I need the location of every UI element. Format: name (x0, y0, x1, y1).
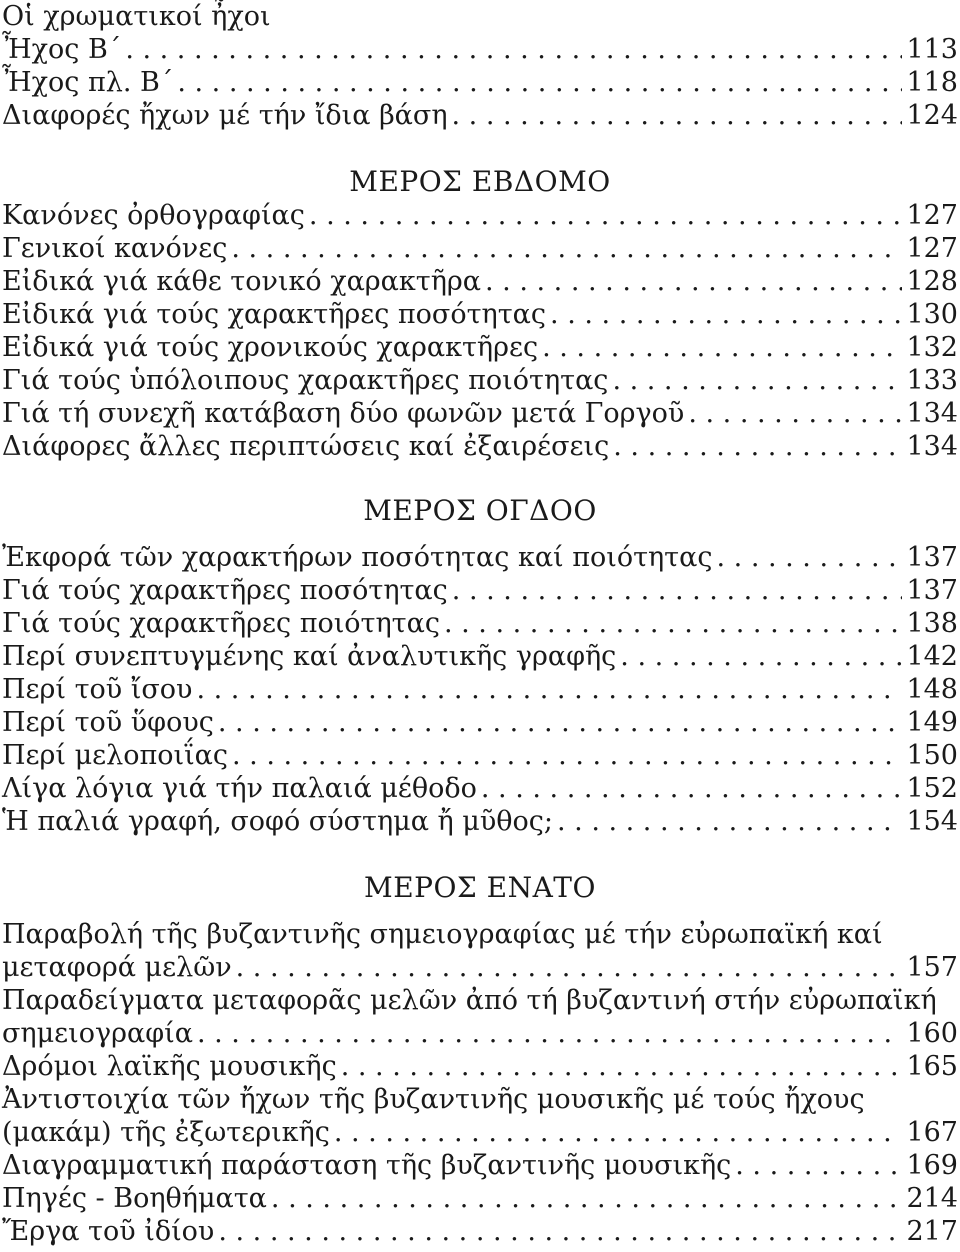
toc-entry[interactable] (2, 232, 958, 265)
toc-entry[interactable] (2, 574, 958, 607)
dot-leader (542, 331, 902, 364)
toc-entry-title: Γενικοί κανόνες (2, 233, 228, 264)
toc-page-number: 165 (906, 1051, 958, 1082)
toc-page-number: 149 (906, 707, 958, 738)
toc-entry[interactable] (2, 673, 958, 706)
toc-entry-title: σημειογραφία (2, 1018, 193, 1049)
dot-leader (735, 1149, 902, 1182)
toc-entry[interactable] (2, 298, 958, 331)
toc-entry[interactable] (2, 430, 958, 463)
section-heading: ΜΕΡΟΣ ΟΓΔΟΟ (363, 494, 597, 527)
dot-leader (620, 640, 902, 673)
toc-entry[interactable] (2, 66, 958, 99)
toc-page-number: 137 (906, 542, 958, 573)
dot-leader (485, 265, 902, 298)
toc-entry[interactable] (2, 1149, 958, 1182)
toc-entry[interactable] (2, 1116, 958, 1149)
toc-entry-title: μεταφορά μελῶν (2, 952, 232, 983)
toc-entry-title: Γιά τούς χαρακτῆρες ποιότητας (2, 608, 440, 639)
toc-entry-title: Περί τοῦ ὕφους (2, 707, 214, 738)
toc-entry[interactable] (2, 739, 958, 772)
toc-entry[interactable] (2, 541, 958, 574)
dot-leader (218, 1215, 902, 1248)
dot-leader (218, 706, 902, 739)
dot-leader (550, 298, 902, 331)
toc-entry-title: Εἰδικά γιά τούς χαρακτῆρες ποσότητας (2, 299, 547, 330)
toc-page-number: 169 (906, 1150, 958, 1181)
toc-entry[interactable] (2, 33, 958, 66)
dot-leader (334, 1116, 902, 1149)
toc-page-number: 128 (906, 266, 958, 297)
toc-page-number: 217 (906, 1216, 958, 1247)
toc-entry[interactable] (2, 1017, 958, 1050)
toc-entry-title: Ἐκφορά τῶν χαρακτήρων ποσότητας καί ποιότητας (2, 542, 713, 573)
toc-entry[interactable] (2, 706, 958, 739)
dot-leader (231, 232, 902, 265)
toc-entry-title: Διαφορές ἤχων μέ τήν ἴδια βάση (2, 100, 448, 131)
dot-leader (271, 1182, 902, 1215)
toc-page-number: 132 (906, 332, 958, 363)
toc-entry-title: Διάφορες ἄλλες περιπτώσεις καί ἐξαιρέσεις (2, 431, 610, 462)
toc-entry[interactable] (2, 397, 958, 430)
toc-entry[interactable] (2, 640, 958, 673)
toc-entry[interactable] (2, 1050, 958, 1083)
toc-entry-title: Περί μελοποιΐας (2, 740, 229, 771)
toc-page-number: 138 (906, 608, 958, 639)
dot-leader (196, 673, 902, 706)
dot-leader (125, 33, 902, 66)
toc-page-number: 118 (906, 67, 958, 98)
toc-page-number: 124 (906, 100, 958, 131)
toc-entry-title: Ἡ παλιά γραφή, σοφό σύστημα ἤ μῦθος; (2, 806, 553, 837)
toc-page-number: 134 (906, 398, 958, 429)
toc-entry-title: Γιά τή συνεχῆ κατάβαση δύο φωνῶν μετά Γοργοῦ (2, 398, 685, 429)
toc-page-number: 137 (906, 575, 958, 606)
dot-leader (309, 199, 902, 232)
toc-entry-title: Ἦχος Β΄ (2, 34, 122, 65)
toc-page-number: 130 (906, 299, 958, 330)
toc-entry-title-line: Παραβολή τῆς βυζαντινῆς σημειογραφίας μέ τήν εὐρωπαϊκή καί (2, 919, 883, 950)
toc-entry[interactable] (2, 364, 958, 397)
toc-entry-title: Πηγές - Βοηθήματα (2, 1183, 267, 1214)
toc-page-number: 214 (906, 1183, 958, 1214)
toc-page-number: 160 (906, 1018, 958, 1049)
toc-page-number: 148 (906, 674, 958, 705)
toc-page-number: 133 (906, 365, 958, 396)
dot-leader (236, 951, 902, 984)
section-heading: ΜΕΡΟΣ ΕΒΔΟΜΟ (349, 165, 611, 198)
toc-entry-title: Διαγραμματική παράσταση τῆς βυζαντινῆς μουσικῆς (2, 1150, 732, 1181)
toc-page-number: 152 (906, 773, 958, 804)
dot-leader (232, 739, 902, 772)
toc-page-number: 157 (906, 952, 958, 983)
toc-entry-title: Περί τοῦ ἴσου (2, 674, 193, 705)
toc-entry[interactable] (2, 951, 958, 984)
dot-leader (341, 1050, 902, 1083)
dot-leader (197, 1017, 902, 1050)
dot-leader (452, 99, 902, 132)
toc-page-number: 154 (906, 806, 958, 837)
toc-entry-title: Εἰδικά γιά κάθε τονικό χαρακτῆρα (2, 266, 481, 297)
toc-entry[interactable] (2, 331, 958, 364)
toc-entry[interactable] (2, 1215, 958, 1248)
toc-entry-title-line: Παραδείγματα μεταφορᾶς μελῶν ἀπό τή βυζαντινή στήν εὐρωπαϊκή (2, 985, 937, 1016)
dot-leader (613, 430, 902, 463)
toc-entry-title: Κανόνες ὀρθογραφίας (2, 200, 305, 231)
toc-entry-title-line: Ἀντιστοιχία τῶν ἤχων τῆς βυζαντινῆς μουσικῆς μέ τούς ἤχους (2, 1084, 865, 1115)
toc-page-number: 134 (906, 431, 958, 462)
toc-entry[interactable] (2, 805, 958, 838)
toc-entry-title: Ἦχος πλ. Β΄ (2, 67, 174, 98)
toc-entry-title: Γιά τούς ὑπόλοιπους χαρακτῆρες ποιότητας (2, 365, 609, 396)
toc-page-number: 142 (906, 641, 958, 672)
toc-entry-title: Περί συνεπτυγμένης καί ἀναλυτικῆς γραφῆς (2, 641, 617, 672)
toc-entry-title: (μακάμ) τῆς ἐξωτερικῆς (2, 1117, 330, 1148)
toc-entry[interactable] (2, 772, 958, 805)
section-heading: ΜΕΡΟΣ ΕΝΑΤΟ (364, 871, 596, 904)
dot-leader (557, 805, 902, 838)
dot-leader (444, 607, 902, 640)
dot-leader (612, 364, 902, 397)
dot-leader (177, 66, 902, 99)
toc-entry-title: Δρόμοι λαϊκῆς μουσικῆς (2, 1051, 337, 1082)
dot-leader (452, 574, 902, 607)
toc-entry[interactable] (2, 607, 958, 640)
toc-page-number: 127 (906, 200, 958, 231)
toc-entry-title: Γιά τούς χαρακτῆρες ποσότητας (2, 575, 448, 606)
toc-page-number: 113 (906, 34, 958, 65)
toc-page-number: 127 (906, 233, 958, 264)
toc-page-number: 150 (906, 740, 958, 771)
toc-entry[interactable] (2, 1182, 958, 1215)
toc-entry[interactable] (2, 199, 958, 232)
dot-leader (716, 541, 902, 574)
toc-page-number: 167 (906, 1117, 958, 1148)
toc-entry-title: Λίγα λόγια γιά τήν παλαιά μέθοδο (2, 773, 477, 804)
toc-entry-title: Εἰδικά γιά τούς χρονικούς χαρακτῆρες (2, 332, 539, 363)
toc-entry-title: Ἔργα τοῦ ἰδίου (2, 1216, 215, 1247)
dot-leader (481, 772, 902, 805)
toc-entry[interactable] (2, 265, 958, 298)
dot-leader (688, 397, 902, 430)
toc-entry[interactable] (2, 99, 958, 132)
subsection-heading: Οἱ χρωματικοί ἦχοι (2, 1, 271, 32)
